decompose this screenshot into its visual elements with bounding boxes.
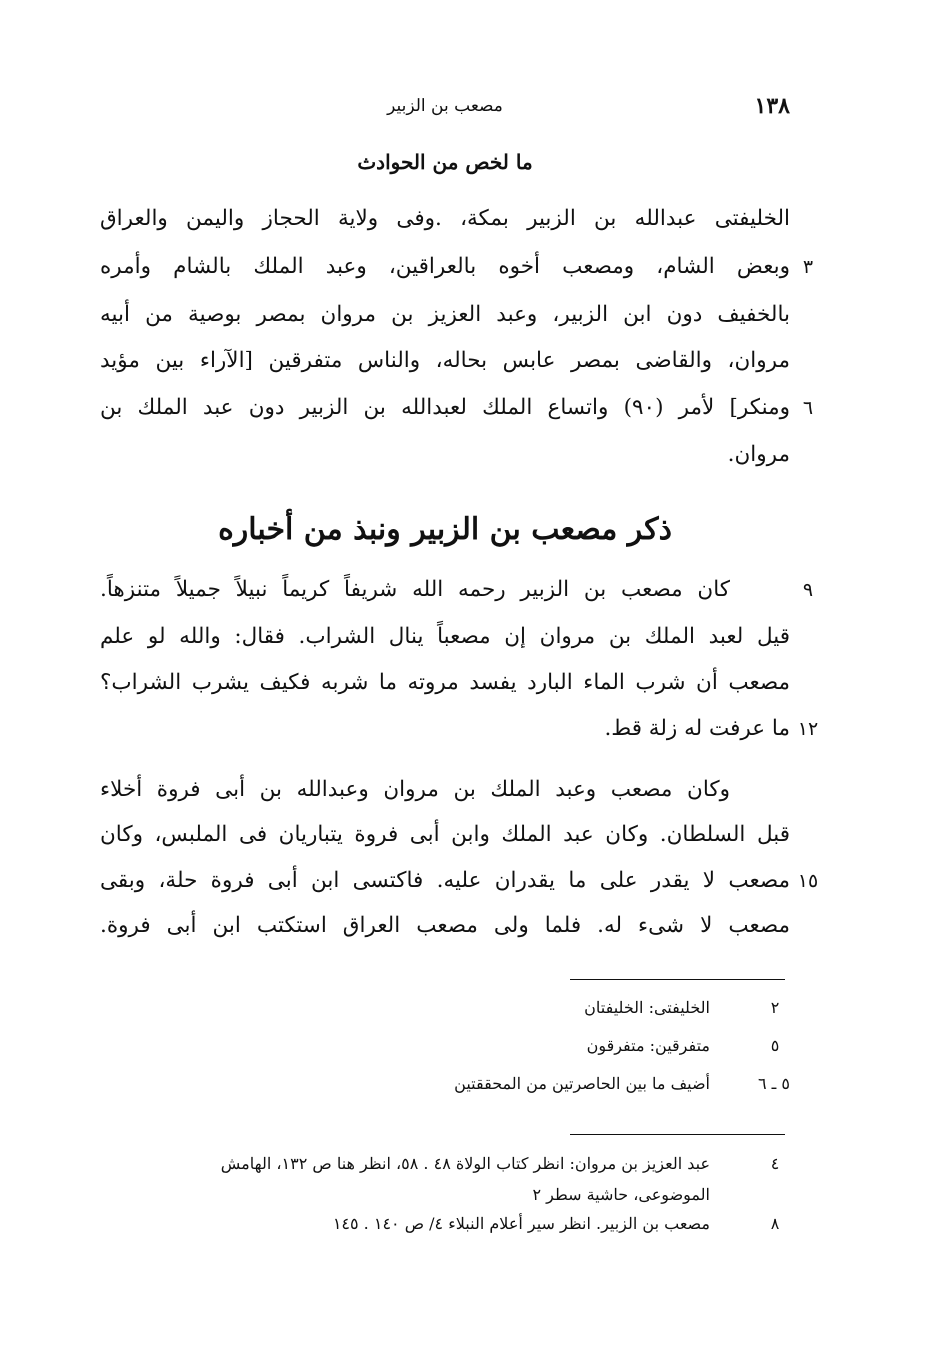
running-title: مصعب بن الزبير <box>387 96 503 116</box>
line-number: ١٢ <box>797 718 819 740</box>
text-line: قيل لعبد الملك بن مروان إن مصعباً ينال الشراب. فقال: والله لو علم <box>100 624 790 649</box>
note-number: ٤ <box>770 1154 780 1173</box>
note-number: ٥ <box>770 1036 780 1055</box>
text-line: مصعب لا يقدر على ما يقدران عليه. فاكتسى ابن أبى فروة حلة، وبقى <box>100 868 790 893</box>
text-line: قبل السلطان. وكان عبد الملك وابن أبى فروة يتباريان فى الملبس، وكان <box>100 822 790 847</box>
text-line: ما عرفت له زلة قط. <box>604 716 790 741</box>
line-number: ١٥ <box>797 870 819 892</box>
footnote-rule <box>570 1134 785 1135</box>
section-heading-events: ما لخص من الحوادث <box>357 150 533 174</box>
apparatus-note <box>100 992 790 1024</box>
text-line: كان مصعب بن الزبير رحمه الله شريفاً كريماً نبيلاً جميلاً متنزهاً. <box>100 577 730 602</box>
text-line: الخليفتى عبدالله بن الزبير بمكة، .وفى ولاية الحجاز واليمن والعراق <box>100 206 790 231</box>
text-line: مصعب لا شىء له. فلما ولى مصعب العراق استكتب ابن أبى فروة. <box>100 913 790 938</box>
running-head <box>100 93 790 123</box>
apparatus-note <box>100 1030 790 1062</box>
note-text: متفرقين: متفرقون <box>586 1036 710 1055</box>
text-line: وبعض الشام، ومصعب أخوه بالعراقين، وعبد الملك بالشام وأمره <box>100 254 790 279</box>
source-note <box>100 1179 790 1211</box>
note-text: مصعب بن الزبير. انظر سير أعلام النبلاء ٤/ ص ١٤٠ . ١٤٥ <box>332 1214 710 1233</box>
text-line: ومنكر] لأمر (٩٠) واتساع الملك لعبدالله بن الزبير دون عبد الملك بن <box>100 395 791 420</box>
apparatus-note <box>100 1068 790 1100</box>
text-line: مصعب أن شرب الماء البارد يفسد مروته ما شربه فكيف يشرب الشراب؟ <box>100 670 790 695</box>
text-line: وكان مصعب وعبد الملك بن مروان وعبدالله بن أبى فروة أخلاء <box>100 777 730 802</box>
source-note <box>100 1208 790 1240</box>
note-number: ٨ <box>770 1214 780 1233</box>
note-text: الخليفتى: الخليفتان <box>584 998 710 1017</box>
text-line: بالخفيف دون ابن الزبير، وعبد العزيز بن مروان بمصر بوصية من أبيه <box>100 302 790 327</box>
chapter-heading: ذكر مصعب بن الزبير ونبذ من أخباره <box>218 512 672 547</box>
text-line: مروان، والقاضى بمصر عابس بحاله، والناس متفرقين [الآراء بين مؤيد <box>100 348 790 373</box>
source-note <box>100 1148 790 1180</box>
footnote-rule <box>570 979 785 980</box>
line-number: ٦ <box>802 397 814 419</box>
note-text: عبد العزيز بن مروان: انظر كتاب الولاة ٤٨ . ٥٨، انظر هنا ص ١٣٢، الهامش <box>220 1154 710 1173</box>
note-text: الموضوعى، حاشية سطر ٢ <box>532 1185 710 1204</box>
note-number: ٢ <box>770 998 780 1017</box>
note-text: أضيف ما بين الحاصرتين من المحققتين <box>454 1074 710 1093</box>
line-number: ٣ <box>802 256 814 278</box>
line-number: ٩ <box>802 579 814 601</box>
page-number: ١٣٨ <box>754 93 790 119</box>
text-line: مروان. <box>727 442 790 467</box>
note-number: ٥ ـ ٦ <box>757 1074 790 1093</box>
